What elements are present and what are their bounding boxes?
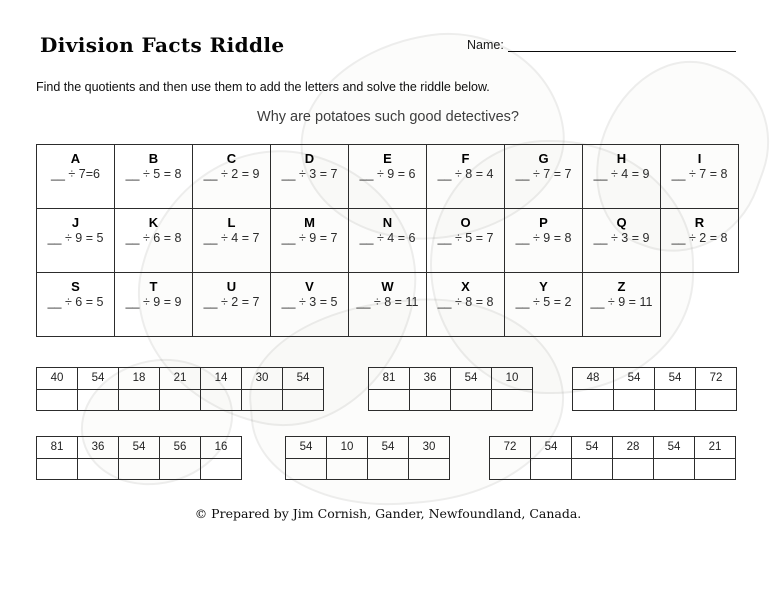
answer-number: 48 [573,368,614,390]
problem-cell-z [583,273,661,337]
answer-number: 16 [201,437,242,459]
problem-equation[interactable]: __ ÷ 4 = 6 [359,231,416,245]
answer-blank-cell[interactable] [201,458,242,480]
answer-number: 28 [613,437,654,459]
answer-number-row [573,368,737,390]
problem-letter: P [539,215,548,230]
answer-blank-cell[interactable] [283,389,324,411]
answer-number: 10 [327,437,368,459]
problem-cell-m [271,209,349,273]
answer-blank-cell[interactable] [286,458,327,480]
problem-cell-c [193,145,271,209]
problem-equation[interactable]: __ ÷ 3 = 9 [593,231,650,245]
answer-number: 54 [572,437,613,459]
problem-equation[interactable]: __ ÷ 9 = 8 [515,231,572,245]
problem-equation[interactable]: __ ÷ 9 = 11 [590,295,653,309]
problem-letter: K [148,215,159,230]
answer-number: 36 [410,368,451,390]
problem-letter: B [148,151,159,166]
answer-number: 30 [409,437,450,459]
problem-letter: O [460,215,471,230]
problem-equation[interactable]: __ ÷ 2 = 9 [203,167,260,181]
answer-group-3 [572,367,737,411]
problem-letter: E [383,151,392,166]
name-label: Name: [467,38,504,52]
answer-number: 81 [369,368,410,390]
answer-blank-cell[interactable] [655,389,696,411]
answer-blank-cell[interactable] [78,389,119,411]
problem-cell-n [349,209,427,273]
answer-blank-row [37,458,242,480]
answer-number-row [490,437,736,459]
answer-number: 18 [119,368,160,390]
answer-blank-cell[interactable] [242,389,283,411]
problem-cell-i [661,145,739,209]
answer-number: 54 [368,437,409,459]
problem-cell-w [349,273,427,337]
answer-blank-cell[interactable] [410,389,451,411]
problem-letter: V [305,279,314,294]
problem-cell-b [115,145,193,209]
problem-equation[interactable]: __ ÷ 8 = 11 [356,295,419,309]
answer-blank-cell[interactable] [160,458,201,480]
answer-number: 30 [242,368,283,390]
problem-cell-k [115,209,193,273]
problem-equation[interactable]: __ ÷ 3 = 7 [281,167,338,181]
problem-cell-o [427,209,505,273]
problem-equation[interactable]: __ ÷ 7 = 8 [671,167,728,181]
problem-equation[interactable]: __ ÷ 9 = 7 [281,231,338,245]
answer-number: 56 [160,437,201,459]
answer-blank-cell[interactable] [451,389,492,411]
answer-number-row [286,437,450,459]
problem-equation[interactable]: __ ÷ 2 = 8 [671,231,728,245]
name-blank-line[interactable] [508,38,736,52]
problem-letter: A [70,151,81,166]
problem-letter: L [227,215,236,230]
answer-group-5 [285,436,450,480]
problem-letter: N [382,215,393,230]
answer-blank-cell[interactable] [78,458,119,480]
answer-number-row [37,368,324,390]
problem-equation[interactable]: __ ÷ 8 = 4 [437,167,494,181]
answer-blank-cell[interactable] [201,389,242,411]
answer-number-row [369,368,533,390]
problem-letter: S [71,279,80,294]
answer-number: 54 [78,368,119,390]
problem-equation[interactable]: __ ÷ 3 = 5 [281,295,338,309]
answer-number: 72 [696,368,737,390]
problem-letter: Z [617,279,626,294]
answer-blank-cell[interactable] [613,458,654,480]
name-field [467,38,736,52]
answer-blank-row [369,389,533,411]
problem-equation[interactable]: __ ÷ 9 = 9 [125,295,182,309]
answer-group-2 [368,367,533,411]
instructions-text: Find the quotients and then use them to add the letters and solve the riddle below. [36,80,490,94]
problem-equation[interactable]: __ ÷ 6 = 8 [125,231,182,245]
problem-letter: Y [539,279,548,294]
answer-number: 54 [119,437,160,459]
answer-blank-row [37,389,324,411]
problem-letter: D [304,151,315,166]
answer-blank-row [573,389,737,411]
problem-cell-t [115,273,193,337]
answer-number: 81 [37,437,78,459]
problem-cell-q [583,209,661,273]
problem-letter: R [694,215,705,230]
problem-letter: Q [616,215,627,230]
problem-letter: T [149,279,158,294]
answer-blank-cell[interactable] [490,458,531,480]
answer-blank-cell[interactable] [37,458,78,480]
answer-number: 10 [492,368,533,390]
answer-number: 40 [37,368,78,390]
problem-equation[interactable]: __ ÷ 5 = 8 [125,167,182,181]
problem-cell-r [661,209,739,273]
answer-number: 54 [531,437,572,459]
problem-letter: H [616,151,627,166]
answer-number: 54 [451,368,492,390]
problem-equation[interactable]: __ ÷ 9 = 6 [359,167,416,181]
answer-number: 21 [160,368,201,390]
problems-row-2 [37,209,739,273]
answer-blank-cell[interactable] [696,389,737,411]
problem-letter: G [538,151,549,166]
problem-cell-s [37,273,115,337]
answer-number: 54 [614,368,655,390]
problem-equation[interactable]: __ ÷ 4 = 9 [593,167,650,181]
answer-blank-row [490,458,736,480]
answer-number: 54 [283,368,324,390]
answer-blank-cell[interactable] [368,458,409,480]
answer-blank-cell[interactable] [573,389,614,411]
answer-blank-cell[interactable] [614,389,655,411]
problem-cell-a [37,145,115,209]
problem-cell-p [505,209,583,273]
problem-equation[interactable]: __ ÷ 5 = 7 [437,231,494,245]
division-problems-table [36,144,739,337]
problem-cell-u [193,273,271,337]
answer-number-row [37,437,242,459]
problem-cell-e [349,145,427,209]
answer-blank-cell[interactable] [37,389,78,411]
problem-letter: I [697,151,702,166]
problem-cell-f [427,145,505,209]
answer-number: 54 [654,437,695,459]
problem-equation[interactable]: __ ÷ 9 = 5 [47,231,104,245]
problem-cell-y [505,273,583,337]
answer-blank-cell[interactable] [160,389,201,411]
problem-letter: J [71,215,80,230]
answer-group-1 [36,367,324,411]
problem-cell-h [583,145,661,209]
problem-equation[interactable]: __ ÷ 5 = 2 [515,295,572,309]
answer-blank-row [286,458,450,480]
answer-number: 54 [655,368,696,390]
answer-blank-cell[interactable] [492,389,533,411]
problem-equation[interactable]: __ ÷ 6 = 5 [47,295,104,309]
problem-letter: F [461,151,470,166]
answer-group-6 [489,436,736,480]
problem-equation[interactable]: __ ÷ 4 = 7 [203,231,260,245]
problem-cell-x [427,273,505,337]
answer-blank-cell[interactable] [409,458,450,480]
answer-number: 72 [490,437,531,459]
problem-letter: X [461,279,470,294]
problem-cell-v [271,273,349,337]
answer-number: 36 [78,437,119,459]
problems-row-1 [37,145,739,209]
problem-cell-l [193,209,271,273]
answer-number: 14 [201,368,242,390]
problem-letter: M [304,215,315,230]
problem-equation[interactable]: __ ÷ 2 = 7 [203,295,260,309]
problem-letter: W [381,279,394,294]
problem-letter: C [226,151,237,166]
problem-cell-d [271,145,349,209]
answer-blank-cell[interactable] [695,458,736,480]
problem-equation[interactable]: __ ÷ 8 = 8 [437,295,494,309]
problem-cell-g [505,145,583,209]
answer-blank-cell[interactable] [572,458,613,480]
answer-number: 54 [286,437,327,459]
riddle-question: Why are potatoes such good detectives? [257,109,519,125]
answer-blank-cell[interactable] [119,389,160,411]
page-title: Division Facts Riddle [40,33,285,57]
problem-equation[interactable]: __ ÷ 7=6 [51,167,100,181]
answer-blank-cell[interactable] [654,458,695,480]
problems-row-3 [37,273,739,337]
answer-blank-cell[interactable] [369,389,410,411]
answer-blank-cell[interactable] [119,458,160,480]
answer-blank-cell[interactable] [531,458,572,480]
copyright-footer: © Prepared by Jim Cornish, Gander, Newfoundland, Canada. [194,506,582,521]
answer-number: 21 [695,437,736,459]
answer-group-4 [36,436,242,480]
answer-blank-cell[interactable] [327,458,368,480]
problem-letter: U [226,279,237,294]
problem-equation[interactable]: __ ÷ 7 = 7 [515,167,572,181]
problem-cell-j [37,209,115,273]
